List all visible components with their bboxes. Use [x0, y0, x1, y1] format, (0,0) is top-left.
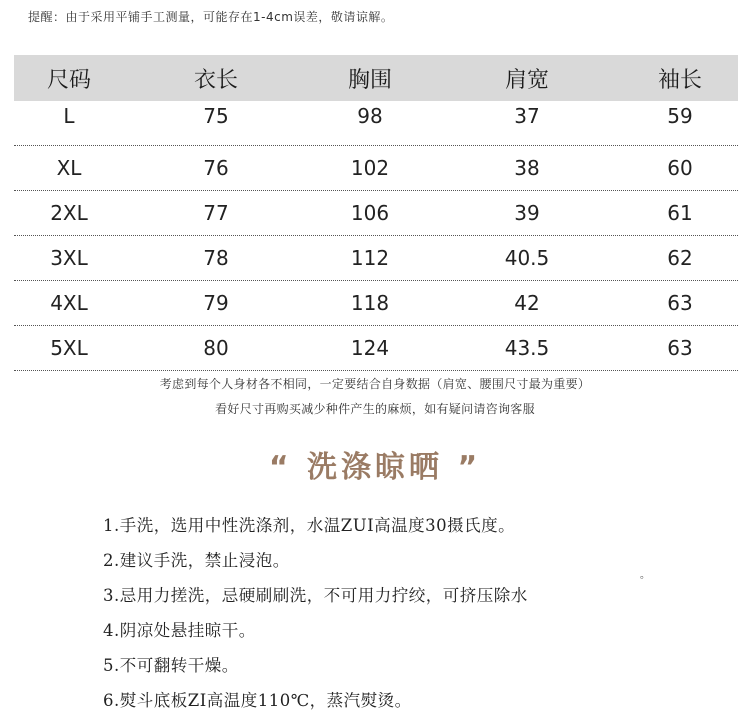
- list-item: 2.建议手洗，禁止浸泡。: [103, 551, 290, 570]
- cell-chest: 124: [350, 336, 390, 360]
- cell-length: 76: [203, 156, 229, 180]
- measurement-note: 提醒：由于采用平铺手工测量，可能存在1-4cm误差，敬请谅解。: [28, 10, 394, 24]
- cell-shoulder: 39: [514, 201, 540, 225]
- list-item: 5.不可翻转干燥。: [103, 656, 239, 675]
- cell-sleeve: 60: [667, 156, 693, 180]
- care-title-text: 洗涤晾晒: [307, 450, 443, 485]
- cell-length: 75: [203, 104, 229, 128]
- care-section-title: [0, 442, 750, 486]
- header-sleeve: 袖长: [657, 67, 702, 93]
- cell-length: 80: [203, 336, 229, 360]
- cell-shoulder: 42: [514, 291, 540, 315]
- cell-shoulder: 40.5: [504, 246, 550, 270]
- header-size: 尺码: [46, 67, 91, 93]
- list-item: 3.忌用力搓洗，忌硬刷刷洗，不可用力拧绞，可挤压除水: [103, 586, 528, 605]
- cell-size: 3XL: [50, 246, 88, 270]
- list-item: 4.阴凉处悬挂晾干。: [103, 621, 256, 640]
- list-item: 1.手洗，选用中性洗涤剂，水温ZUI高温度30摄氏度。: [103, 516, 516, 535]
- header-length: 衣长: [193, 67, 238, 93]
- table-row: [14, 236, 738, 281]
- cell-length: 77: [203, 201, 229, 225]
- cell-chest: 106: [350, 201, 390, 225]
- cell-size: 2XL: [50, 201, 88, 225]
- cell-chest: 102: [350, 156, 390, 180]
- cell-sleeve: 61: [667, 201, 693, 225]
- cell-shoulder: 43.5: [504, 336, 550, 360]
- fit-advice-line-2: 看好尺寸再购买减少种件产生的麻烦，如有疑问请咨询客服: [215, 402, 535, 416]
- cell-length: 79: [203, 291, 229, 315]
- list-item: 6.熨斗底板ZI高温度110℃，蒸汽熨烫。: [103, 691, 412, 710]
- cell-size: 4XL: [50, 291, 88, 315]
- table-row: [14, 146, 738, 191]
- table-row: [14, 326, 738, 371]
- open-quote: “: [268, 450, 293, 485]
- cell-size: 5XL: [50, 336, 88, 360]
- cell-sleeve: 63: [667, 291, 693, 315]
- cell-length: 78: [203, 246, 229, 270]
- table-row: [14, 281, 738, 326]
- table-row: [14, 101, 738, 146]
- cell-sleeve: 59: [667, 104, 693, 128]
- cell-shoulder: 38: [514, 156, 540, 180]
- cell-chest: 118: [350, 291, 390, 315]
- header-chest: 胸围: [347, 67, 392, 93]
- size-chart-table: [14, 55, 738, 371]
- cell-chest: 112: [350, 246, 390, 270]
- cell-sleeve: 62: [667, 246, 693, 270]
- table-row: [14, 191, 738, 236]
- care-instructions-list: [103, 512, 743, 722]
- cell-size: XL: [56, 156, 82, 180]
- trailing-punctuation: 。: [640, 570, 650, 581]
- cell-shoulder: 37: [514, 104, 540, 128]
- close-quote: ”: [457, 450, 482, 485]
- table-header-row: [14, 55, 738, 101]
- cell-sleeve: 63: [667, 336, 693, 360]
- cell-chest: 98: [357, 104, 383, 128]
- header-shoulder: 肩宽: [504, 67, 549, 93]
- cell-size: L: [63, 104, 75, 128]
- fit-advice-line-1: 考虑到每个人身材各不相同，一定要结合自身数据（肩宽、腰围尺寸最为重要）: [159, 377, 591, 391]
